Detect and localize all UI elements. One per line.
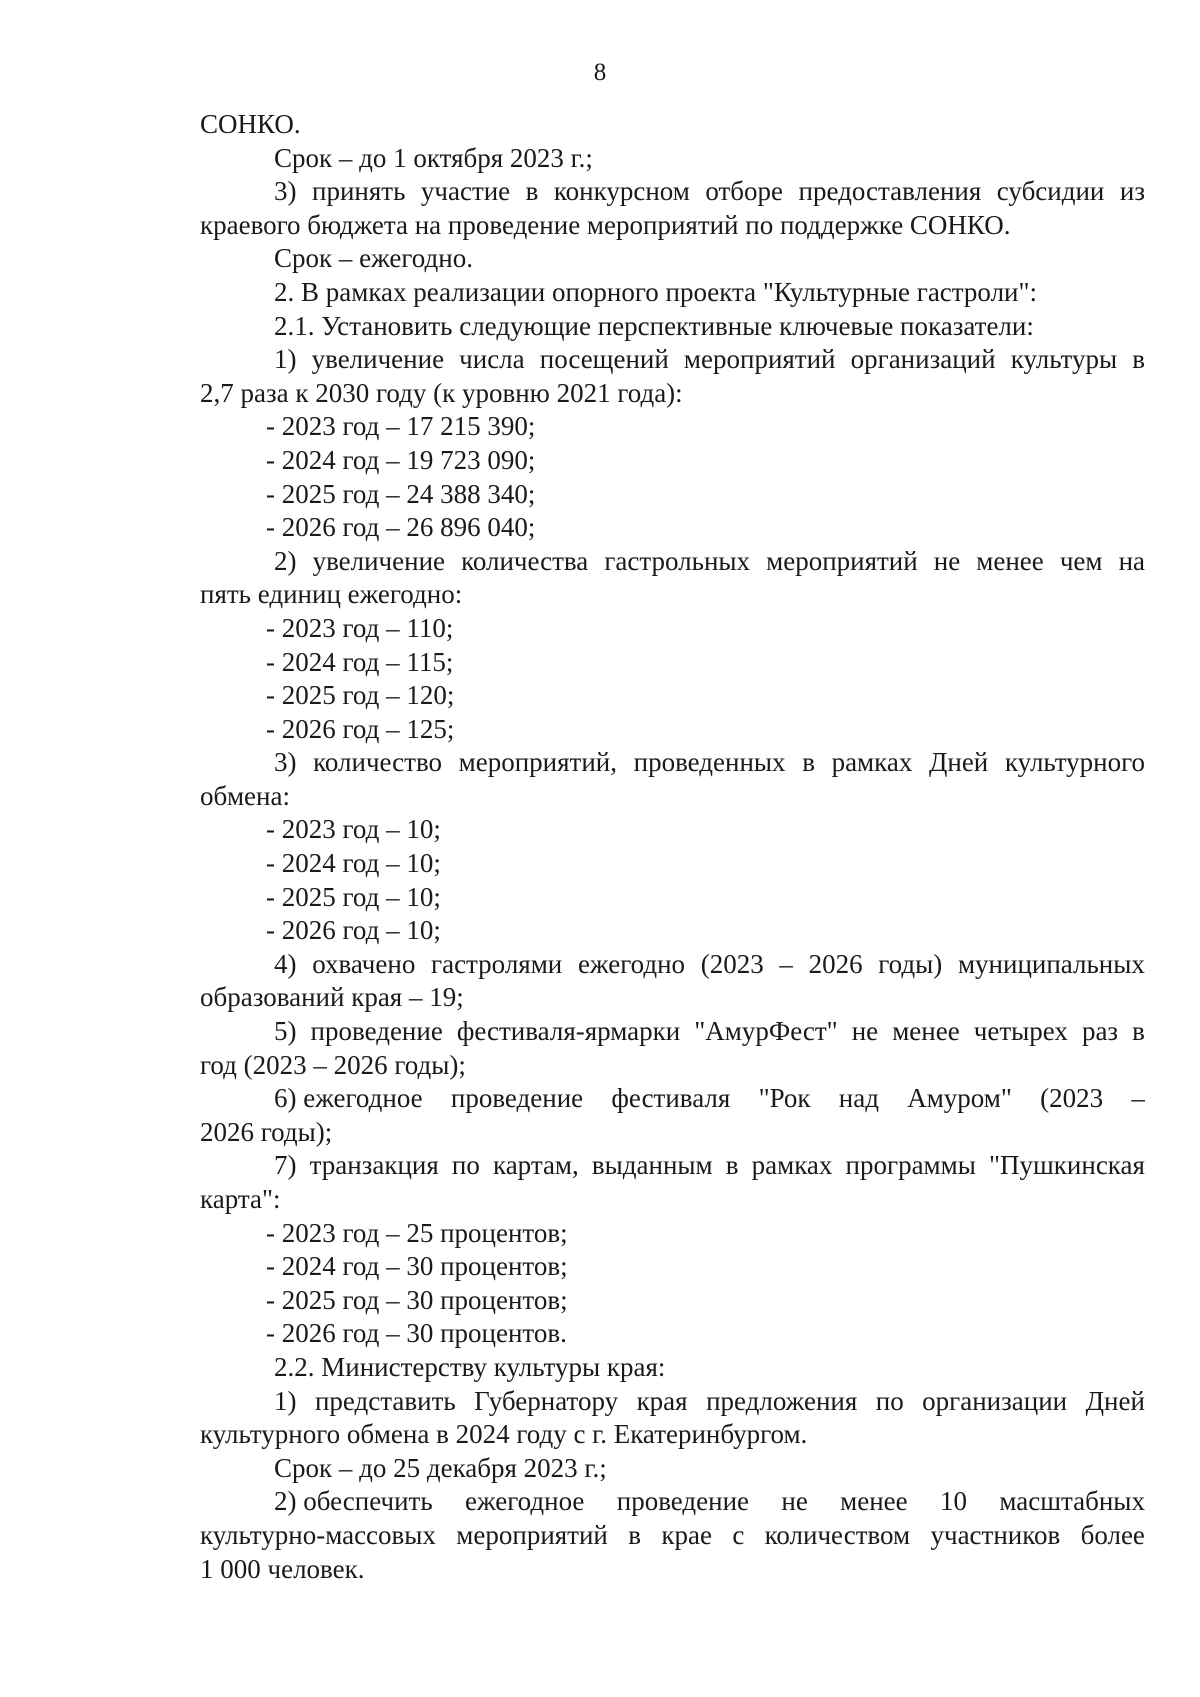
text-line: Срок – до 1 октября 2023 г.; [274, 142, 593, 173]
list-item: - 2026 год – 10; [266, 915, 441, 946]
word: ежегодно [577, 948, 686, 979]
word: увеличение [312, 545, 446, 576]
word: Губернатору [474, 1385, 619, 1416]
text-line [200, 343, 1145, 377]
word: проведение [616, 1486, 750, 1517]
word: годы) [878, 948, 943, 979]
word: участие [420, 176, 511, 207]
text-line: культурного обмена в 2024 году с г. Екатеринбургом. [200, 1419, 808, 1450]
word: картам, [492, 1150, 579, 1181]
word: охвачено [312, 948, 416, 979]
word: 7) [274, 1150, 297, 1181]
text-line [200, 1015, 1145, 1049]
word: не [781, 1486, 808, 1517]
list-item: - 2025 год – 120; [266, 680, 455, 711]
word: муниципальных [957, 948, 1145, 979]
word: числа [459, 344, 525, 375]
word: конкурсном [553, 176, 690, 207]
word: количество [313, 747, 443, 778]
subsection-heading: 2.2. Министерству культуры края: [274, 1351, 666, 1382]
text-line: краевого бюджета на проведение мероприятий по поддержке СОНКО. [200, 209, 1011, 240]
word: 10 [940, 1486, 967, 1517]
word: не [933, 545, 961, 576]
word: по [451, 1150, 480, 1181]
word: в [1132, 1016, 1145, 1047]
word: "Рок [758, 1083, 811, 1114]
text-line [200, 175, 1145, 209]
text-line [200, 1485, 1145, 1519]
word: проведение [450, 1083, 584, 1114]
word: 2) обеспечить [274, 1486, 433, 1517]
word: 1) [274, 344, 297, 375]
word: транзакция [309, 1150, 439, 1181]
list-item: - 2026 год – 26 896 040; [266, 512, 536, 543]
list-item: - 2023 год – 17 215 390; [266, 411, 536, 442]
list-item: - 2025 год – 30 процентов; [266, 1284, 568, 1315]
word: проведенных [633, 747, 786, 778]
text-line: образований края – 19; [200, 982, 464, 1013]
text-line: 1 000 человек. [200, 1553, 365, 1584]
word: организации [922, 1385, 1068, 1416]
word: проведение [310, 1016, 443, 1047]
word: в [1132, 344, 1145, 375]
word: количеством [764, 1519, 911, 1550]
word: 1) [274, 1385, 297, 1416]
word: представить [314, 1385, 456, 1416]
word: крае [661, 1519, 712, 1550]
word: Дней [928, 747, 989, 778]
word: края [636, 1385, 688, 1416]
word: в [628, 1519, 641, 1550]
word: мероприятий [683, 344, 836, 375]
word: раз [1081, 1016, 1119, 1047]
text-line [200, 1519, 1145, 1553]
word: предоставления [798, 176, 982, 207]
list-item: - 2024 год – 30 процентов; [266, 1251, 568, 1282]
word: рамках [751, 1150, 833, 1181]
word: 2) [274, 545, 297, 576]
word: менее [892, 1016, 960, 1047]
list-item: - 2026 год – 30 процентов. [266, 1318, 567, 1349]
word: с [732, 1519, 745, 1550]
text-line [200, 948, 1145, 982]
text-line: 2026 годы); [200, 1116, 333, 1147]
text-line: 2,7 раза к 2030 году (к уровню 2021 года): [200, 377, 683, 408]
word: культуры [1010, 344, 1118, 375]
word: масштабных [999, 1486, 1145, 1517]
word: на [1118, 545, 1145, 576]
word: в [725, 1150, 739, 1181]
word: фестиваля [611, 1083, 731, 1114]
word: посещений [539, 344, 669, 375]
word: (2023 [700, 948, 764, 979]
word: культурно-массовых [200, 1519, 436, 1550]
text-line [200, 1385, 1145, 1419]
word: программы [845, 1150, 976, 1181]
word: в [525, 176, 539, 207]
word: участников [930, 1519, 1061, 1550]
text-line: карта": [200, 1184, 281, 1214]
word: выданным [591, 1150, 713, 1181]
list-item: - 2026 год – 125; [266, 713, 455, 744]
word: не [851, 1016, 879, 1047]
word: более [1080, 1519, 1145, 1550]
section-heading: 2. В рамках реализации опорного проекта "Культурные гастроли": [274, 276, 1038, 307]
word: фестиваля-ярмарки [456, 1016, 681, 1047]
word: культурного [1004, 747, 1145, 778]
word: "АмурФест" [694, 1016, 838, 1047]
word: чем [1059, 545, 1103, 576]
word: организаций [850, 344, 996, 375]
word: мероприятий [456, 1519, 608, 1550]
word: в [802, 747, 815, 778]
text-line [200, 1149, 1145, 1183]
word: гастролями [431, 948, 563, 979]
subsection-heading: 2.1. Установить следующие перспективные ключевые показатели: [274, 310, 1034, 341]
word: менее [840, 1486, 908, 1517]
word: 4) [274, 948, 297, 979]
list-item: - 2024 год – 115; [266, 646, 454, 677]
word: количества [461, 545, 589, 576]
word: Амуром" [907, 1083, 1012, 1114]
word: из [1119, 176, 1145, 207]
list-item: - 2023 год – 25 процентов; [266, 1217, 568, 1248]
word: по [875, 1385, 904, 1416]
list-item: - 2024 год – 10; [266, 848, 441, 879]
text-line [200, 545, 1145, 579]
word: принять [312, 176, 406, 207]
word: гастрольных [604, 545, 751, 576]
word: 3) [274, 176, 297, 207]
word: субсидии [996, 176, 1105, 207]
word: четырех [973, 1016, 1068, 1047]
word: 5) [274, 1016, 297, 1047]
word: рамках [831, 747, 913, 778]
word: увеличение [311, 344, 445, 375]
list-item: - 2025 год – 10; [266, 881, 441, 912]
text-line: год (2023 – 2026 годы); [200, 1049, 466, 1080]
text-line: Срок – ежегодно. [274, 243, 473, 274]
word: – [1131, 1083, 1145, 1114]
list-item: - 2024 год – 19 723 090; [266, 444, 536, 475]
list-item: - 2023 год – 110; [266, 612, 454, 643]
text-line [200, 746, 1145, 780]
word: "Пушкинская [989, 1150, 1145, 1181]
text-line: СОНКО. [200, 109, 301, 139]
word: менее [976, 545, 1044, 576]
word: мероприятий [766, 545, 918, 576]
list-item: - 2025 год – 24 388 340; [266, 478, 536, 509]
word: – [779, 948, 793, 979]
word: 2026 [808, 948, 863, 979]
text-line: Срок – до 25 декабря 2023 г.; [274, 1452, 607, 1483]
text-line: пять единиц ежегодно: [200, 579, 463, 610]
word: 3) [274, 747, 297, 778]
word: над [838, 1083, 879, 1114]
text-line: обмена: [200, 780, 290, 811]
word: Дней [1085, 1385, 1145, 1416]
word: предложения [706, 1385, 858, 1416]
word: мероприятий, [458, 747, 617, 778]
word: (2023 [1040, 1083, 1104, 1114]
text-line [200, 1082, 1145, 1116]
word: 6) ежегодное [274, 1083, 423, 1114]
document-body [200, 108, 1145, 1586]
page-number: 8 [593, 59, 607, 86]
word: отборе [705, 176, 784, 207]
list-item: - 2023 год – 10; [266, 814, 441, 845]
word: ежегодное [465, 1486, 585, 1517]
